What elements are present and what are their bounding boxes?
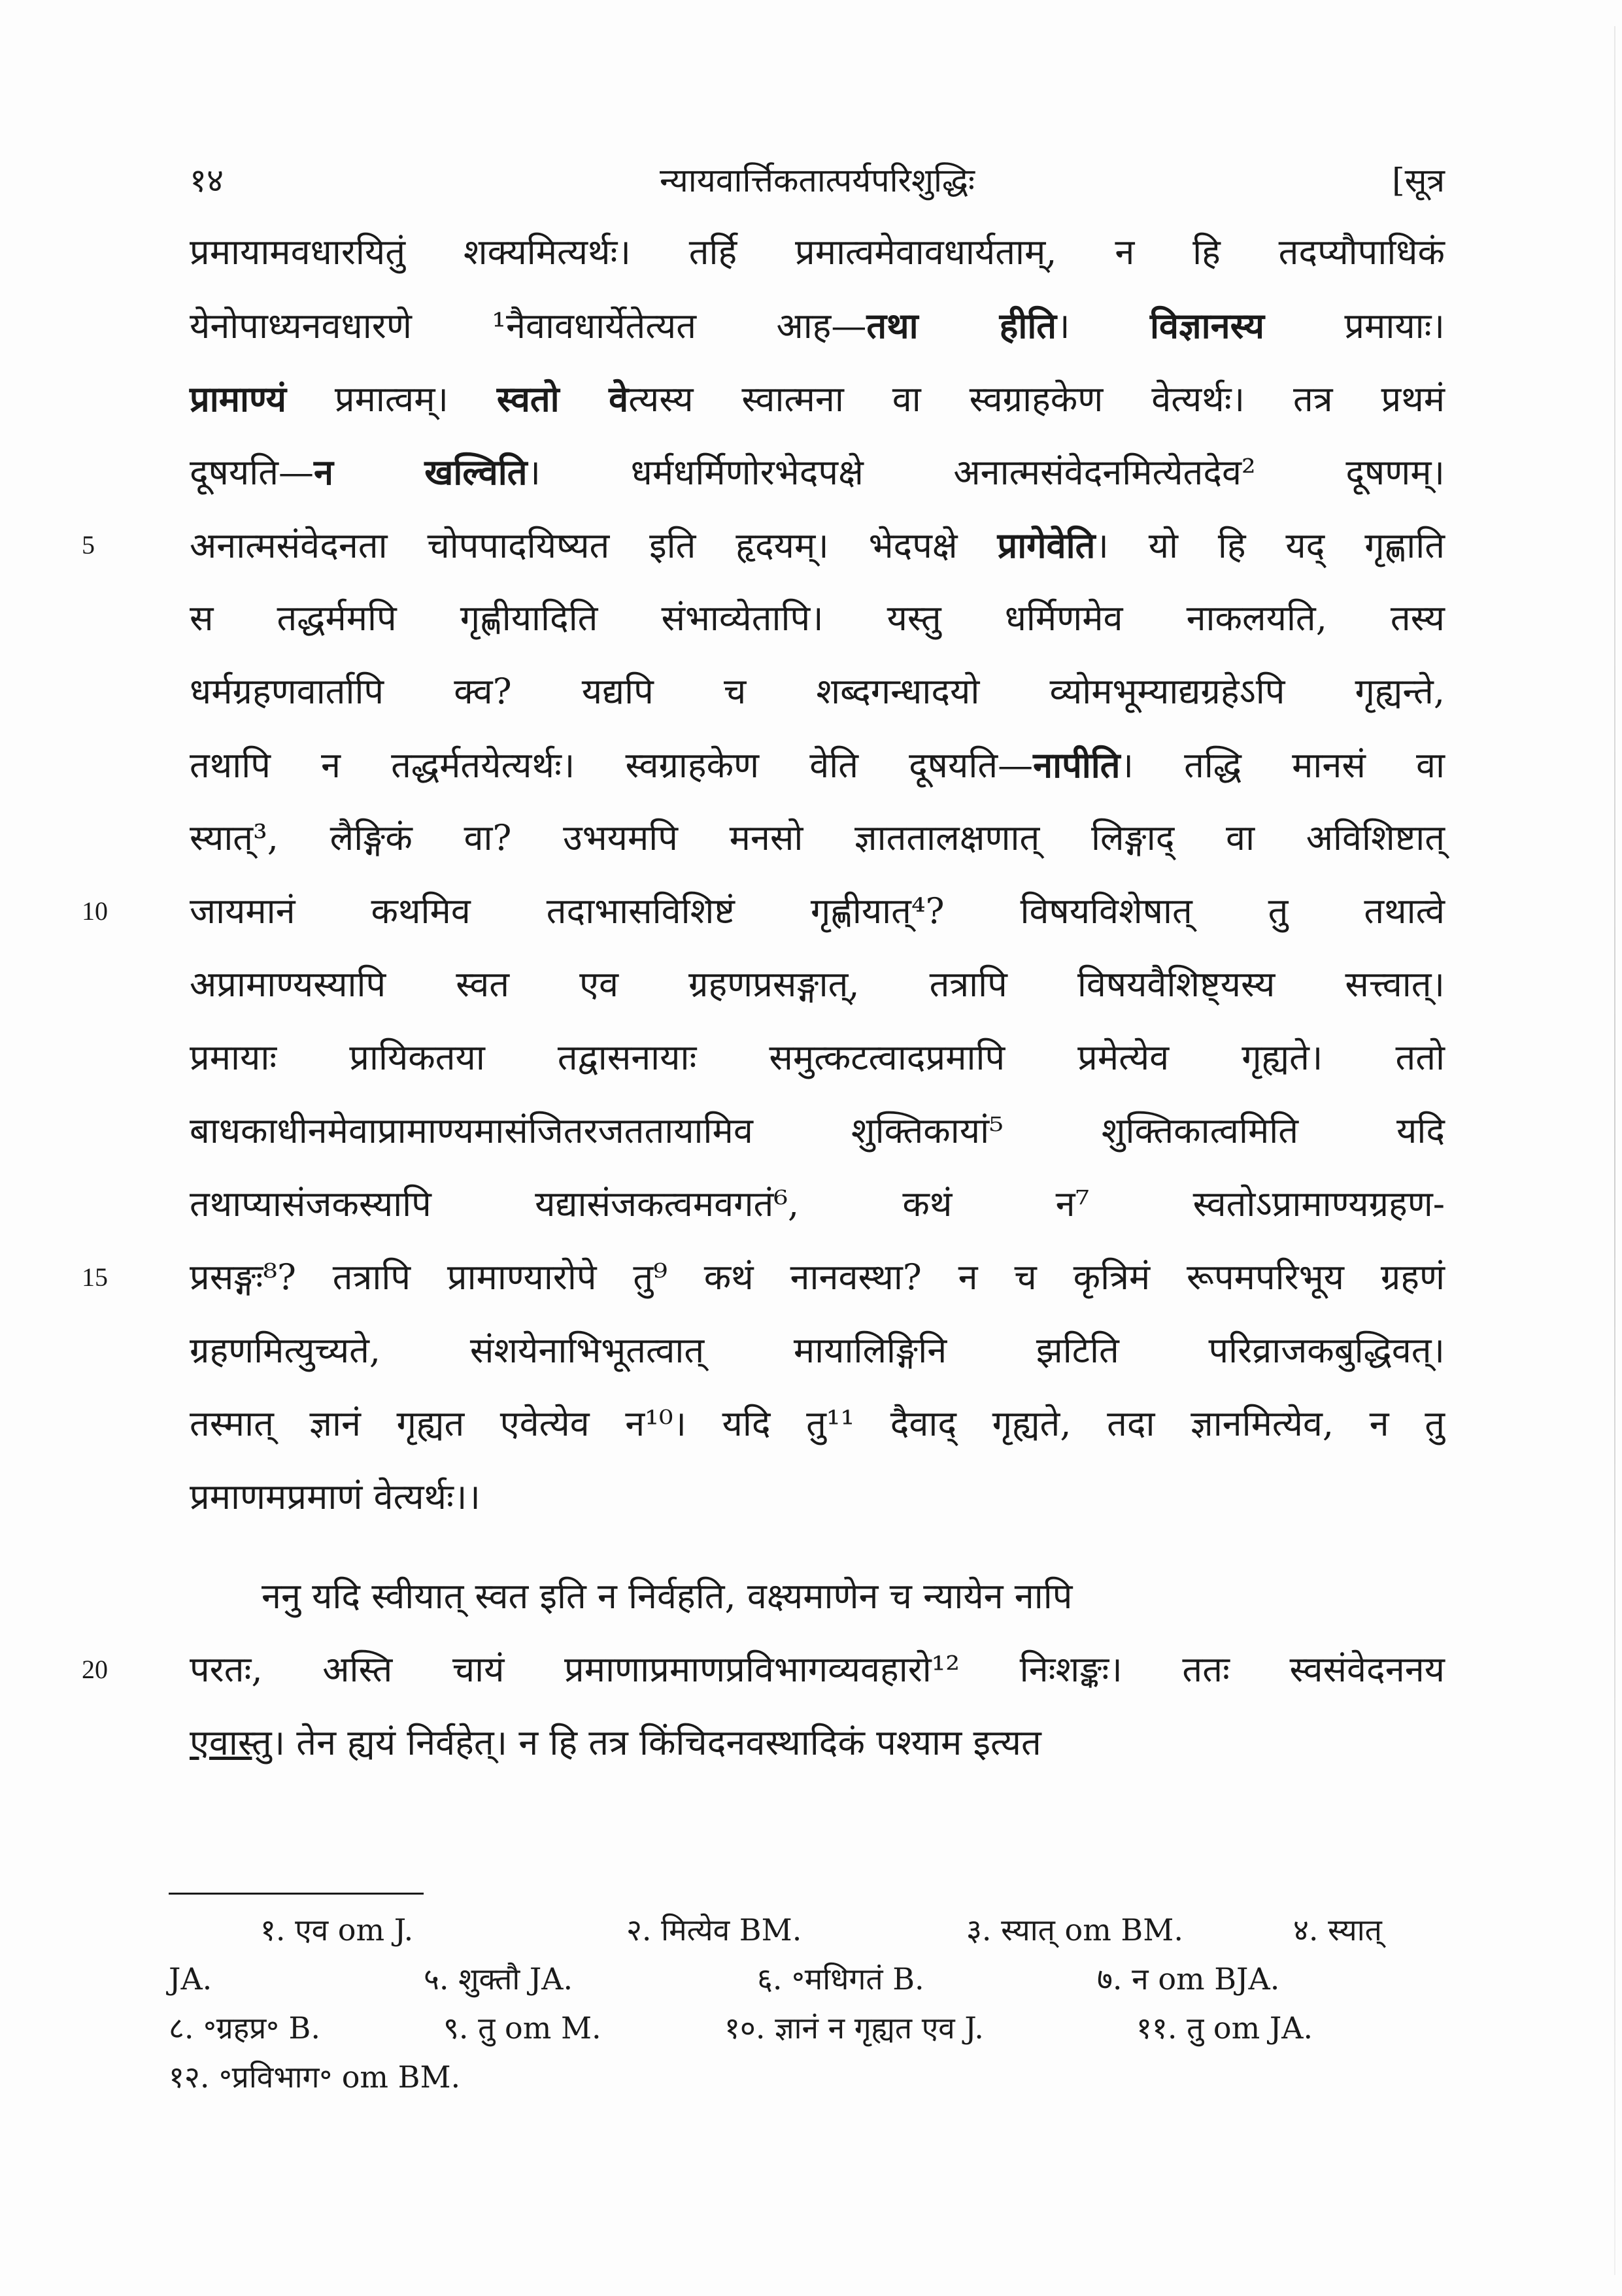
text-segment: । यो हि यद् गृह्णाति: [1095, 525, 1445, 566]
bold-lemma: तथा हीति: [866, 305, 1057, 346]
text-segment: प्रमायामवधारयितुं शक्यमित्यर्थः। तर्हि प्रमात्वमेवावधार्यताम्, न हि तदप्यौपाधिकं: [190, 231, 1445, 273]
text-line: [190, 1021, 1445, 1094]
text-segment: ।: [1056, 305, 1150, 346]
text-segment: ¹: [492, 305, 506, 346]
footnote-row: [169, 2004, 1450, 2053]
bold-lemma: स्वतो वे: [496, 378, 629, 420]
text-segment: स्यात्: [190, 817, 254, 858]
text-segment: ⁸: [263, 1257, 277, 1298]
footnote: ५. शुक्तौ JA.: [424, 1961, 573, 1997]
text-line: [82, 1241, 1445, 1314]
text-segment: बाधकाधीनमेवाप्रामाण्यमासंजितरजततायामिव शुक्तिकायां: [190, 1110, 990, 1151]
text-segment: जायमानं कथमिव तदाभासविशिष्टं गृह्णीयात्: [190, 890, 911, 932]
line-number: 15: [82, 1262, 108, 1292]
bold-lemma: प्रामाण्यं: [190, 378, 286, 420]
text-segment: । तद्धि मानसं वा: [1120, 745, 1445, 786]
footnote-rule: [169, 1893, 424, 1895]
text-line: [82, 509, 1445, 582]
section-label: [सूत्र: [1392, 161, 1445, 199]
footnote-row: [169, 1906, 1450, 1955]
text-segment: ¹²: [931, 1649, 960, 1690]
text-segment: नैवावधार्येतेत्यत आह—: [505, 305, 867, 346]
bold-lemma: नापीति: [1033, 744, 1121, 786]
text-line: [190, 1168, 1445, 1241]
text-segment: दैवाद् गृह्यते, तदा ज्ञानमित्येव, न तु: [854, 1403, 1445, 1444]
text-segment: , कथं न: [787, 1183, 1075, 1224]
line-number: 20: [82, 1655, 108, 1684]
text-line: [190, 1094, 1445, 1168]
text-line: [190, 655, 1445, 728]
running-title: न्यायवार्त्तिकतात्पर्यपरिशुद्धिः: [660, 161, 975, 199]
text-line: [190, 216, 1445, 289]
text-segment: स्वतोऽप्रामाण्यग्रहण-: [1089, 1183, 1445, 1224]
text-segment: , लैङ्गिकं वा? उभयमपि मनसो ज्ञाततालक्षणात् लिङ्गाद् वा अविशिष्टात्: [267, 817, 1445, 858]
footnote: ४. स्यात्: [1293, 1912, 1382, 1948]
text-segment: ग्रहणमित्युच्यते, संशयेनाभिभूतत्वात् मायालिङ्गिनि झटिति परिव्राजकबुद्धिवत्।: [190, 1330, 1445, 1371]
text-segment: ⁵: [989, 1110, 1004, 1151]
text-line: [190, 362, 1445, 435]
line-number: 5: [82, 530, 95, 560]
text-segment: ¹⁰: [645, 1403, 673, 1444]
paragraph-gap: [190, 1534, 1445, 1560]
footnote: २. मित्येव BM.: [626, 1912, 802, 1948]
text-segment: दूषयति—: [190, 452, 314, 493]
text-line: [190, 289, 1445, 362]
text-segment: ²: [1242, 452, 1256, 493]
text-segment: प्रमात्वम्।: [286, 379, 497, 420]
text-line: [190, 435, 1445, 509]
text-segment: । तेन ह्ययं निर्वहेत्। न हि तत्र किंचिदनवस्थादिकं पश्याम इत्यत: [271, 1722, 1041, 1763]
text-segment: ननु यदि स्वीयात् स्वत इति न निर्वहति, वक्ष्यमाणेन च न्यायेन नापि: [262, 1576, 1073, 1617]
footnote-row: [169, 1955, 1450, 2004]
text-segment: प्रमायाः।: [1264, 305, 1445, 346]
text-segment: प्रमाणमप्रमाणं वेत्यर्थः।।: [190, 1476, 481, 1517]
text-segment: ? तत्रापि प्रामाण्यारोपे तु: [277, 1257, 654, 1298]
text-segment: एवास्तु: [190, 1722, 272, 1763]
bold-lemma: न खल्विति: [313, 451, 528, 493]
line-number: 10: [82, 896, 108, 926]
text-segment: धर्मग्रहणवार्तापि क्व? यद्यपि च शब्दगन्धादयो व्योमभूम्याद्यग्रहेऽपि गृह्यन्ते,: [190, 671, 1445, 712]
text-segment: ⁶: [773, 1183, 788, 1224]
footnote: ८. ॰ग्रहप्र॰ B.: [169, 2010, 320, 2046]
text-segment: स तद्धर्ममपि गृह्णीयादिति संभाव्येतापि। यस्तु धर्मिणमेव नाकलयति, तस्य: [190, 598, 1445, 639]
text-segment: ? विषयविशेषात् तु तथात्वे: [925, 890, 1445, 932]
text-line: [190, 1314, 1445, 1387]
text-segment: तस्मात् ज्ञानं गृह्यत एवेत्येव न: [190, 1403, 645, 1444]
footnote: ११. तु om JA.: [1136, 2010, 1313, 2046]
footnote: JA.: [169, 1961, 212, 1997]
text-line: [190, 1560, 1445, 1633]
text-segment: ⁹: [653, 1257, 667, 1298]
text-segment: । धर्मधर्मिणोरभेदपक्षे अनात्मसंवेदनमित्येतदेव: [527, 452, 1242, 493]
text-segment: अनात्मसंवेदनता चोपपादयिष्यत इति हृदयम्। भेदपक्षे: [190, 525, 998, 566]
footnote: १२. ॰प्रविभाग॰ om BM.: [169, 2059, 461, 2095]
text-segment: ³: [253, 817, 267, 858]
text-line: [82, 1633, 1445, 1706]
footnote: ७. न om BJA.: [1097, 1961, 1280, 1997]
text-segment: अप्रामाण्यस्यापि स्वत एव ग्रहणप्रसङ्गात्, तत्रापि विषयवैशिष्ट्यस्य सत्त्वात्।: [190, 964, 1445, 1005]
text-segment: ⁷: [1075, 1183, 1090, 1224]
footnote: ३. स्यात् om BM.: [966, 1912, 1183, 1948]
text-line: [190, 802, 1445, 875]
footnote: ९. तु om M.: [443, 2010, 601, 2046]
footnote: १०. ज्ञानं न गृह्यत एव J.: [724, 2010, 984, 2046]
main-text: [82, 216, 1445, 1780]
text-segment: प्रमायाः प्रायिकतया तद्वासनायाः समुत्कटत्वादप्रमापि प्रमेत्येव गृह्यते। ततो: [190, 1037, 1445, 1078]
text-line: [190, 728, 1445, 802]
text-segment: तथापि न तद्धर्मतयेत्यर्थः। स्वग्राहकेण वेति दूषयति—: [190, 745, 1034, 786]
text-line: [190, 1706, 1445, 1780]
text-segment: ⁴: [911, 890, 926, 932]
text-segment: निःशङ्कः। ततः स्वसंवेदननय: [960, 1649, 1445, 1690]
text-line: [82, 875, 1445, 948]
text-segment: दूषणम्।: [1255, 452, 1445, 493]
text-segment: परतः, अस्ति चायं प्रमाणाप्रमाणप्रविभागव्यवहारो: [190, 1649, 932, 1690]
text-line: [190, 1460, 1445, 1534]
footnotes: [169, 1906, 1450, 2102]
text-segment: ¹¹: [826, 1403, 855, 1444]
footnote: १. एव om J.: [260, 1912, 414, 1948]
page-number: १४: [190, 161, 224, 199]
footnote-row: [169, 2053, 1450, 2102]
text-segment: शुक्तिकात्वमिति यदि: [1003, 1110, 1445, 1151]
scan-edge: [1614, 26, 1615, 2275]
footnote: ६. ॰मधिगतं B.: [757, 1961, 924, 1997]
bold-lemma: प्रागेवेति: [997, 524, 1096, 566]
text-line: [190, 948, 1445, 1021]
text-segment: तथाप्यासंजकस्यापि यद्यासंजकत्वमवगतं: [190, 1183, 774, 1224]
running-header: [190, 157, 1445, 209]
bold-lemma: विज्ञानस्य: [1149, 305, 1264, 346]
text-line: [190, 582, 1445, 655]
text-segment: त्यस्य स्वात्मना वा स्वग्राहकेण वेत्यर्थः। तत्र प्रथमं: [628, 379, 1445, 420]
text-segment: प्रसङ्गः: [190, 1257, 263, 1298]
text-line: [190, 1387, 1445, 1460]
text-segment: कथं नानवस्था? न च कृत्रिमं रूपमपरिभूय ग्रहणं: [667, 1257, 1445, 1298]
text-segment: । यदि तु: [673, 1403, 826, 1444]
text-segment: येनोपाध्यनवधारणे: [190, 305, 492, 346]
